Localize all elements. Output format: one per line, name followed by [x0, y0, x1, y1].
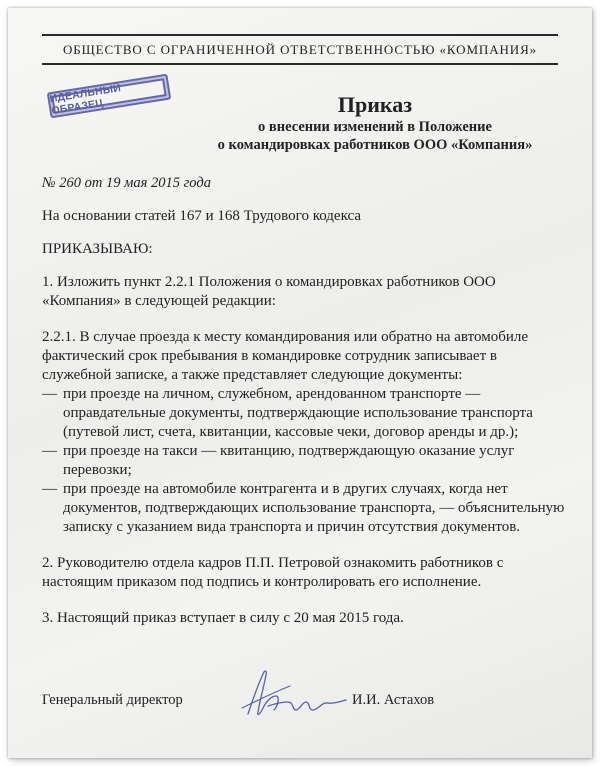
list-dash: — — [42, 481, 57, 497]
list-dash: — — [42, 386, 57, 402]
document-page — [8, 8, 592, 758]
signature-block — [42, 692, 570, 712]
document-body — [42, 207, 570, 645]
document-subtitle-line2: о командировках работников ООО «Компания» — [217, 137, 533, 153]
list-item-text: при проезде на личном, служебном, арендованном транспорте — оправдательные документы, подтверждающие использование транспорта (путевой лист, счета, квитанции, кассовые чеки, договор аренды и др.); — [63, 386, 533, 440]
clause-document-list — [42, 385, 570, 537]
signatory-position: Генеральный директор — [42, 692, 183, 708]
organization-header: ОБЩЕСТВО С ОГРАНИЧЕННОЙ ОТВЕТСТВЕННОСТЬЮ «КОМПАНИЯ» — [42, 34, 558, 65]
order-item-2: 2. Руководителю отдела кадров П.П. Петровой ознакомить работников с настоящим приказом под подпись и контролировать его исполнение. — [42, 555, 504, 590]
list-item — [42, 385, 570, 442]
order-command: ПРИКАЗЫВАЮ: — [42, 241, 153, 257]
list-item-text: при проезде на такси — квитанцию, подтверждающую оказание услуг перевозки; — [63, 443, 515, 478]
list-item — [42, 442, 570, 480]
order-item-3: 3. Настоящий приказ вступает в силу с 20 мая 2015 года. — [42, 610, 404, 626]
list-item-text: при проезде на автомобиле контрагента и в других случаях, когда нет документов, подтверждающих использование транспорта, — объяснительную записку с указанием вида транспорта и причин отсутствия документов. — [63, 481, 565, 535]
list-item — [42, 480, 570, 537]
order-item-1: 1. Изложить пункт 2.2.1 Положения о командировках работников ООО «Компания» в следующей редакции: — [42, 274, 496, 309]
document-title: Приказ — [337, 92, 413, 117]
clause-intro: 2.2.1. В случае проезда к месту командирования или обратно на автомобиле фактический срок пребывания в командировке сотрудник записывает в служебной записке, а также представляет следующие документы: — [42, 329, 528, 383]
document-subtitle-line1: о внесении изменений в Положение — [258, 119, 492, 135]
legal-basis: На основании статей 167 и 168 Трудового кодекса — [42, 208, 361, 224]
list-dash: — — [42, 443, 57, 459]
sample-stamp-text: ИДЕАЛЬНЫЙ ОБРАЗЕЦ — [47, 74, 172, 119]
sample-stamp — [47, 74, 172, 119]
signatory-name: И.И. Астахов — [352, 692, 435, 708]
clause-2-2-1 — [42, 328, 570, 537]
order-number-date: № 260 от 19 мая 2015 года — [42, 175, 211, 191]
title-block — [178, 92, 572, 154]
